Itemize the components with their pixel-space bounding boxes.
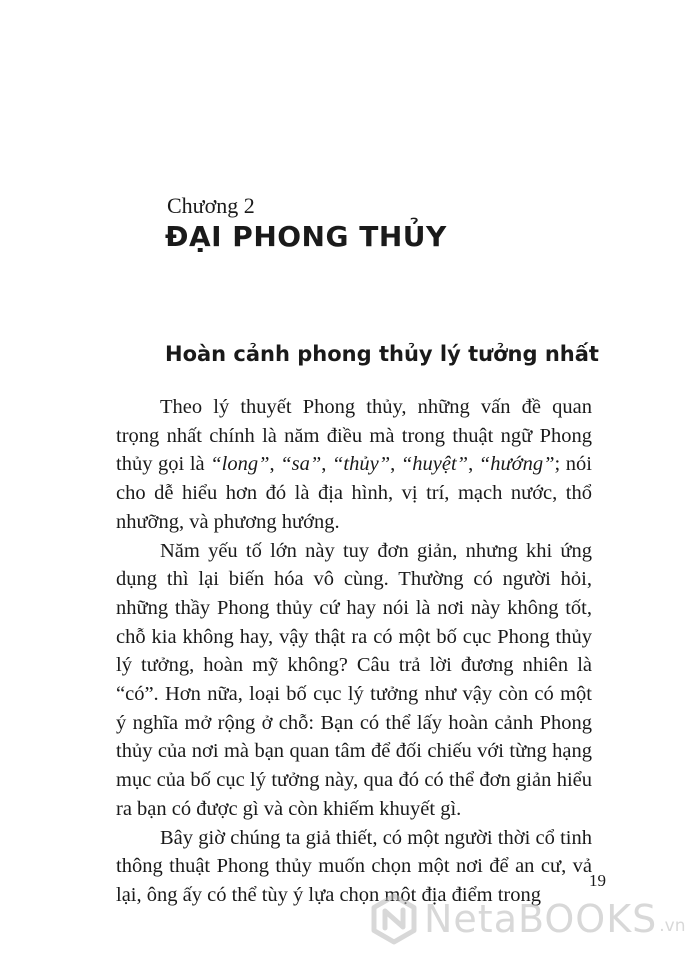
- page-number: 19: [589, 871, 606, 890]
- separator: ,: [321, 453, 333, 476]
- watermark-domain: .vn: [659, 916, 686, 936]
- paragraph-1-text-end: ; nói cho dễ hiểu hơn đó là địa hình, vị trí, mạch nước, thổ nhưỡng, và phương hướng.: [116, 453, 592, 533]
- term-huyet: “huyệt”: [400, 453, 469, 476]
- paragraph-2: Năm yếu tố lớn này tuy đơn giản, nhưng khi ứng dụng thì lại biến hóa vô cùng. Thường có người hỏi, những thầy Phong thủy cứ hay nói là nơi này không tốt, chỗ kia không hay, vậy thật ra có một bố cục Phong thủy lý tưởng, hoàn mỹ không? Câu trả lời đương nhiên là “có”. Hơn nữa, loại bố cục lý tưởng như vậy còn có một ý nghĩa mở rộng ở chỗ: Bạn có thể lấy hoàn cảnh Phong thủy của nơi mà bạn quan tâm để đối chiếu với từng hạng mục của bố cục lý tưởng này, qua đó có thể đơn giản hiểu ra bạn có được gì và còn khiếm khuyết gì.: [116, 539, 592, 820]
- term-long: “long”: [210, 453, 270, 476]
- paragraph-1: [116, 393, 592, 537]
- separator: ,: [269, 453, 281, 476]
- section-heading: Hoàn cảnh phong thủy lý tưởng nhất: [165, 342, 599, 366]
- term-thuy: “thủy”: [332, 453, 391, 476]
- term-huong: “hướng”: [478, 453, 555, 476]
- paragraph-1-text: Theo lý thuyết Phong thủy, những vấn đề quan trọng nhất chính là năm điều mà trong thuật ngữ Phong thủy gọi là: [116, 396, 592, 476]
- separator: ,: [468, 453, 479, 476]
- neta-logo-icon: [368, 893, 420, 945]
- watermark: [368, 893, 686, 945]
- term-sa: “sa”: [280, 453, 322, 476]
- body-text: [116, 393, 592, 910]
- watermark-brand: NetaBOOKS: [424, 897, 658, 941]
- chapter-label: Chương 2: [167, 193, 255, 218]
- paragraph-3: Bây giờ chúng ta giả thiết, có một người thời cổ tinh thông thuật Phong thủy muốn chọn một nơi để an cư, vả lại, ông ấy có thể tùy ý lựa chọn một địa điểm trong: [116, 826, 592, 906]
- separator: ,: [390, 453, 401, 476]
- chapter-title: ĐẠI PHONG THỦY: [165, 220, 447, 253]
